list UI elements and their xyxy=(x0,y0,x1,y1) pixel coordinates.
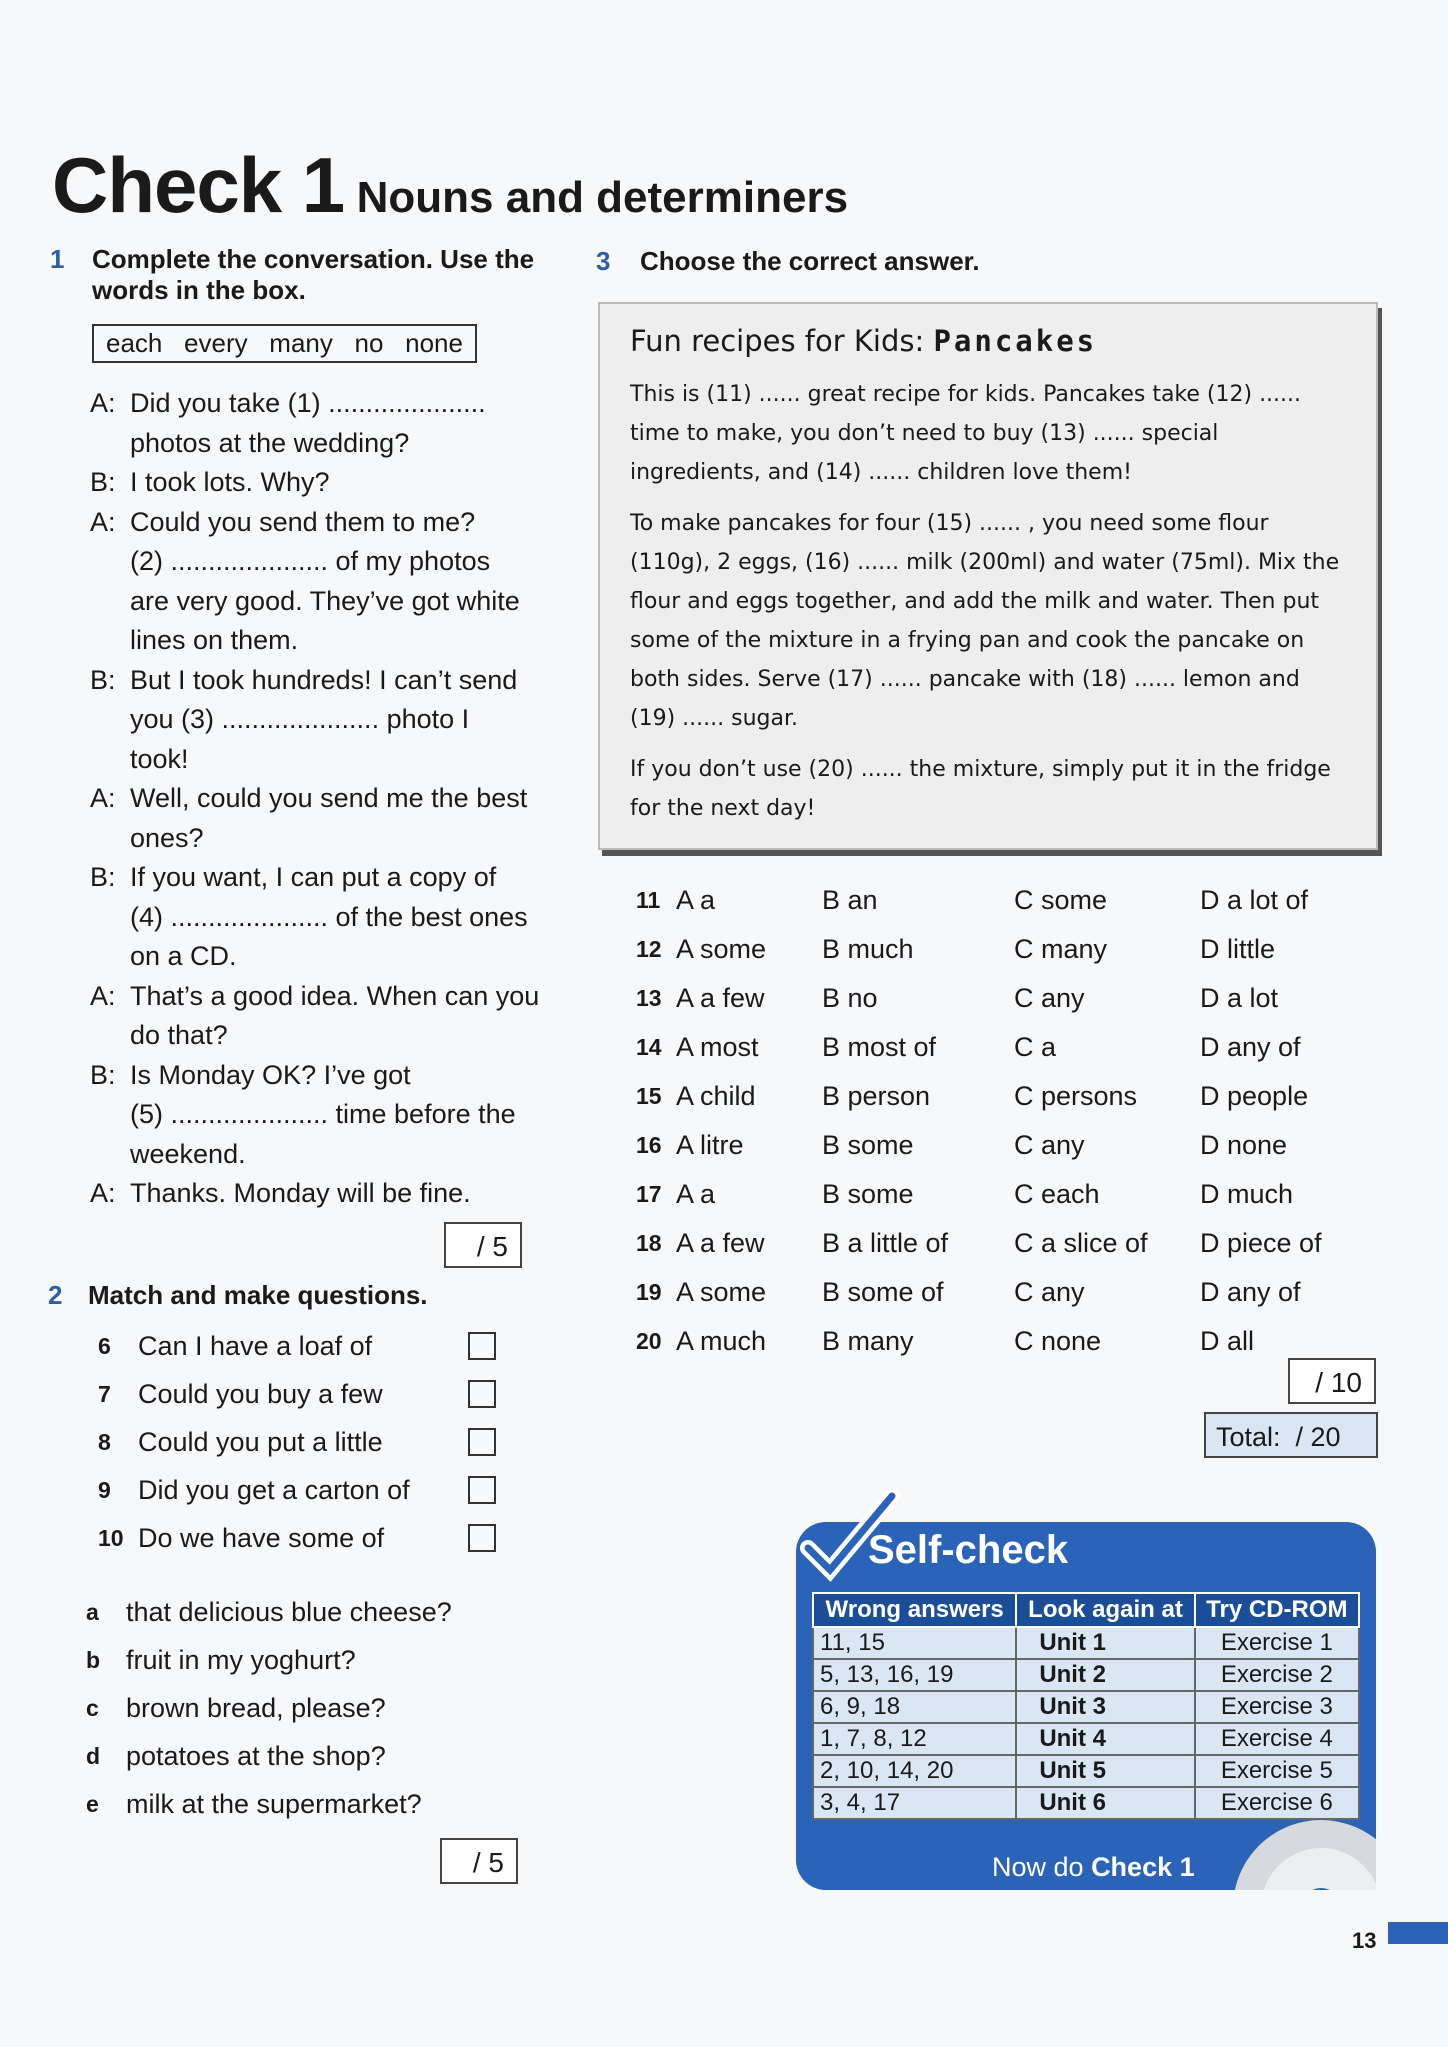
option-d[interactable]: D piece of xyxy=(1200,1228,1322,1258)
ending-letter: e xyxy=(86,1790,99,1817)
option-c[interactable]: C a xyxy=(1014,1032,1057,1062)
option-c[interactable]: C many xyxy=(1014,934,1108,964)
table-cell: Unit 4 xyxy=(1016,1723,1194,1755)
answer-row xyxy=(636,876,1350,925)
table-cell: Exercise 3 xyxy=(1195,1691,1359,1723)
dialogue-line: are very good. They’ve got white xyxy=(130,585,520,616)
recipe-title xyxy=(630,322,1346,361)
dialogue-turn xyxy=(90,1174,540,1214)
table-cell: Unit 1 xyxy=(1016,1627,1194,1659)
dialogue-turn xyxy=(90,858,540,977)
option-a[interactable]: A a few xyxy=(676,1228,765,1258)
item-number: 6 xyxy=(98,1332,111,1359)
question-number: 18 xyxy=(636,1230,662,1256)
ending-letter: c xyxy=(86,1694,99,1721)
option-d[interactable]: D little xyxy=(1200,934,1276,964)
answer-row xyxy=(636,1170,1350,1219)
dialogue-turn xyxy=(90,779,540,858)
dialogue-line: Thanks. Monday will be fine. xyxy=(130,1178,471,1208)
page-number: 13 xyxy=(1352,1928,1377,1953)
item-number: 9 xyxy=(98,1476,111,1503)
speaker-label: B: xyxy=(90,467,116,497)
question-number: 12 xyxy=(636,936,662,962)
dialogue-line: That’s a good idea. When can you xyxy=(130,980,540,1011)
section2-header xyxy=(48,1280,428,1311)
section2-heading: Match and make questions. xyxy=(88,1280,428,1310)
answer-checkbox[interactable] xyxy=(468,1380,496,1408)
option-c[interactable]: C each xyxy=(1014,1179,1100,1209)
option-c[interactable]: C none xyxy=(1014,1326,1102,1356)
footer-check-link: Check 1 xyxy=(1091,1852,1195,1882)
match-item xyxy=(98,1466,496,1514)
answer-row xyxy=(636,1072,1350,1121)
item-text: Did you get a carton of xyxy=(138,1474,410,1505)
column-header: Look again at xyxy=(1016,1593,1194,1627)
cd-rom-icon xyxy=(1226,1818,1376,1890)
dialogue-line: I took lots. Why? xyxy=(130,467,330,497)
question-number: 19 xyxy=(636,1279,662,1305)
dialogue-turn xyxy=(90,977,540,1056)
ending-item xyxy=(86,1636,452,1684)
table-cell: 11, 15 xyxy=(813,1627,1016,1659)
table-cell: 6, 9, 18 xyxy=(813,1691,1016,1723)
option-d[interactable]: D any of xyxy=(1200,1032,1301,1062)
dialogue-line: (4) ..................... of the best ones xyxy=(130,901,528,932)
ending-letter: b xyxy=(86,1646,101,1673)
speaker-label: A: xyxy=(90,783,116,813)
match-item xyxy=(98,1322,496,1370)
option-a[interactable]: A some xyxy=(676,1277,767,1307)
speaker-label: A: xyxy=(90,1178,116,1208)
answer-checkbox[interactable] xyxy=(468,1476,496,1504)
option-b[interactable]: B much xyxy=(822,934,914,964)
answer-checkbox[interactable] xyxy=(468,1524,496,1552)
table-cell: Unit 3 xyxy=(1016,1691,1194,1723)
dialogue-line: (5) ..................... time before the xyxy=(130,1099,516,1129)
ending-text: brown bread, please? xyxy=(126,1692,386,1723)
dialogue-line: ones? xyxy=(130,822,204,853)
recipe-paragraph: This is (11) ...... great recipe for kids. Pancakes take (12) ...... time to make, you don’t need to buy (13) ...... special ingredients, and (14) ...... children love them! xyxy=(630,382,1302,485)
option-d[interactable]: D any of xyxy=(1200,1277,1301,1307)
answer-checkbox[interactable] xyxy=(468,1332,496,1360)
question-number: 20 xyxy=(636,1328,662,1354)
dialogue-line: photos at the wedding? xyxy=(130,427,410,458)
option-d[interactable]: D people xyxy=(1200,1081,1309,1111)
table-row xyxy=(813,1659,1359,1691)
table-cell: 5, 13, 16, 19 xyxy=(813,1659,1016,1691)
recipe-card xyxy=(598,302,1378,850)
dialogue-line: Is Monday OK? I’ve got xyxy=(130,1059,411,1090)
dialogue-turn xyxy=(90,503,540,661)
option-c[interactable]: C any xyxy=(1014,1277,1085,1307)
option-a[interactable]: A most xyxy=(676,1032,759,1062)
section1-number: 1 xyxy=(50,244,65,274)
speaker-label: A: xyxy=(90,980,116,1011)
section3-score-box[interactable]: / 10 xyxy=(1288,1358,1376,1404)
dialogue-line: on a CD. xyxy=(130,941,237,971)
question-number: 15 xyxy=(636,1083,662,1109)
ending-item xyxy=(86,1684,452,1732)
dialogue-line: But I took hundreds! I can’t send xyxy=(130,664,518,695)
option-a[interactable]: A a xyxy=(676,1179,716,1209)
ending-item xyxy=(86,1732,452,1780)
page-title xyxy=(52,140,848,231)
option-d[interactable]: D a lot of xyxy=(1200,885,1309,915)
option-c[interactable]: C any xyxy=(1014,1130,1085,1160)
ending-item xyxy=(86,1780,452,1828)
ending-letter: d xyxy=(86,1742,101,1769)
speaker-label: B: xyxy=(90,862,116,892)
item-number: 8 xyxy=(98,1428,111,1455)
match-item xyxy=(98,1514,496,1562)
word-box: each every many no none xyxy=(92,324,477,363)
check-label: Check 1 xyxy=(52,141,345,229)
self-check-footer[interactable] xyxy=(992,1852,1195,1883)
dialogue-line: weekend. xyxy=(130,1138,246,1169)
option-d[interactable]: D all xyxy=(1200,1326,1255,1356)
recipe-paragraph: If you don’t use (20) ...... the mixture, simply put it in the fridge for the next day! xyxy=(630,757,1331,821)
speaker-label: A: xyxy=(90,388,116,418)
page-subtitle: Nouns and determiners xyxy=(356,173,849,222)
dialogue-line: Could you send them to me? xyxy=(130,506,476,537)
option-d[interactable]: D a lot xyxy=(1200,983,1279,1013)
section3-header xyxy=(596,246,980,277)
table-cell: Unit 6 xyxy=(1016,1787,1194,1819)
option-c[interactable]: C a slice of xyxy=(1014,1228,1148,1258)
option-c[interactable]: C some xyxy=(1014,885,1108,915)
ending-letter: a xyxy=(86,1598,99,1625)
option-b[interactable]: B an xyxy=(822,885,878,915)
match-item xyxy=(98,1418,496,1466)
ending-text: milk at the supermarket? xyxy=(126,1788,422,1819)
dialogue-line: (2) ..................... of my photos xyxy=(130,546,491,576)
self-check-table xyxy=(812,1592,1360,1820)
table-cell: Exercise 2 xyxy=(1195,1659,1359,1691)
recipe-title-word: Pancakes xyxy=(933,324,1098,358)
answer-row xyxy=(636,1317,1350,1366)
question-number: 13 xyxy=(636,985,662,1011)
table-cell: Unit 2 xyxy=(1016,1659,1194,1691)
speaker-label: B: xyxy=(90,1059,116,1090)
option-b[interactable]: B some xyxy=(822,1130,914,1160)
section1-score-box[interactable]: / 5 xyxy=(444,1222,522,1268)
section1-heading-1: Complete the conversation. Use the xyxy=(92,244,535,274)
dialogue-line: Well, could you send me the best xyxy=(130,783,528,813)
column-header: Wrong answers xyxy=(813,1593,1016,1627)
item-text: Could you put a little xyxy=(138,1426,383,1457)
table-cell: Exercise 5 xyxy=(1195,1755,1359,1787)
answer-row xyxy=(636,1121,1350,1170)
dialogue-turn xyxy=(90,384,540,463)
option-c[interactable]: C any xyxy=(1014,983,1085,1013)
dialogue-turn xyxy=(90,463,540,503)
dialogue-line: lines on them. xyxy=(130,625,299,655)
table-row xyxy=(813,1723,1359,1755)
answer-row xyxy=(636,925,1350,974)
table-cell: Exercise 4 xyxy=(1195,1723,1359,1755)
table-row xyxy=(813,1691,1359,1723)
answer-row xyxy=(636,1219,1350,1268)
table-cell: 1, 7, 8, 12 xyxy=(813,1723,1016,1755)
table-row xyxy=(813,1755,1359,1787)
table-cell: Exercise 1 xyxy=(1195,1627,1359,1659)
column-header: Try CD-ROM xyxy=(1195,1593,1359,1627)
item-text: Do we have some of xyxy=(138,1522,385,1553)
table-cell: Unit 5 xyxy=(1016,1755,1194,1787)
section2-score-box[interactable]: / 5 xyxy=(440,1838,518,1884)
item-number: 10 xyxy=(98,1524,124,1551)
option-a[interactable]: A a xyxy=(676,885,716,915)
table-cell: Exercise 6 xyxy=(1195,1787,1359,1819)
table-cell: 2, 10, 14, 20 xyxy=(813,1755,1016,1787)
table-cell: 3, 4, 17 xyxy=(813,1787,1016,1819)
question-number: 11 xyxy=(636,887,661,913)
option-d[interactable]: D much xyxy=(1200,1179,1294,1209)
answer-row xyxy=(636,1268,1350,1317)
option-b[interactable]: B a little of xyxy=(822,1228,949,1258)
dialogue-line: took! xyxy=(130,743,189,774)
table-row xyxy=(813,1627,1359,1659)
answer-checkbox[interactable] xyxy=(468,1428,496,1456)
match-list xyxy=(98,1322,496,1562)
option-a[interactable]: A litre xyxy=(676,1130,744,1160)
recipe-paragraph: To make pancakes for four (15) ...... , you need some flour (110g), 2 eggs, (16) ...... milk (200ml) and water (75ml). Mix the flour and eggs together, and add the milk and water. Then put some of the mixture in a frying pan and cook the pancake on both sides. Serve (17) ...... pancake with (18) ...... lemon and (19) ...... sugar. xyxy=(630,511,1340,731)
table-row xyxy=(813,1787,1359,1819)
question-number: 17 xyxy=(636,1181,662,1207)
answer-options xyxy=(636,876,1350,1366)
endings-list xyxy=(86,1588,452,1828)
dialogue-line: If you want, I can put a copy of xyxy=(130,862,497,892)
ending-text: fruit in my yoghurt? xyxy=(126,1644,356,1675)
item-text: Can I have a loaf of xyxy=(138,1330,373,1361)
option-b[interactable]: B many xyxy=(822,1326,914,1356)
option-b[interactable]: B person xyxy=(822,1081,931,1111)
ending-item xyxy=(86,1588,452,1636)
speaker-label: B: xyxy=(90,664,116,695)
section3-number: 3 xyxy=(596,246,611,276)
option-c[interactable]: C persons xyxy=(1014,1081,1138,1111)
answer-row xyxy=(636,974,1350,1023)
dialogue-turn xyxy=(90,661,540,780)
option-b[interactable]: B most of xyxy=(822,1032,937,1062)
option-a[interactable]: A some xyxy=(676,934,767,964)
option-a[interactable]: A much xyxy=(676,1326,767,1356)
self-check-title: Self-check xyxy=(868,1528,1069,1572)
item-number: 7 xyxy=(98,1380,111,1407)
answer-row xyxy=(636,1023,1350,1072)
total-score-box[interactable]: Total: / 20 xyxy=(1204,1412,1378,1458)
item-text: Could you buy a few xyxy=(138,1378,383,1409)
option-b[interactable]: B some of xyxy=(822,1277,944,1307)
dialogue-line: Did you take (1) ..................... xyxy=(130,388,486,418)
page-tab-bar xyxy=(1388,1922,1448,1944)
question-number: 14 xyxy=(636,1034,662,1060)
option-a[interactable]: A a few xyxy=(676,983,765,1013)
dialogue-line: you (3) ..................... photo I xyxy=(130,704,470,734)
dialogue-line: do that? xyxy=(130,1020,228,1050)
option-b[interactable]: B some xyxy=(822,1179,914,1209)
dialogue-turn xyxy=(90,1056,540,1175)
match-item xyxy=(98,1370,496,1418)
speaker-label: A: xyxy=(90,506,116,537)
section2-number: 2 xyxy=(48,1280,63,1310)
question-number: 16 xyxy=(636,1132,662,1158)
section3-heading: Choose the correct answer. xyxy=(640,246,980,276)
section1-header xyxy=(50,244,534,306)
section1-heading-2: words in the box. xyxy=(92,275,306,305)
option-d[interactable]: D none xyxy=(1200,1130,1288,1160)
footer-prefix: Now do xyxy=(992,1852,1084,1882)
ending-text: potatoes at the shop? xyxy=(126,1740,386,1771)
option-a[interactable]: A child xyxy=(676,1081,756,1111)
option-b[interactable]: B no xyxy=(822,983,878,1013)
ending-text: that delicious blue cheese? xyxy=(126,1596,452,1627)
dialogue xyxy=(90,384,540,1214)
recipe-title-prefix: Fun recipes for Kids: xyxy=(630,324,925,358)
